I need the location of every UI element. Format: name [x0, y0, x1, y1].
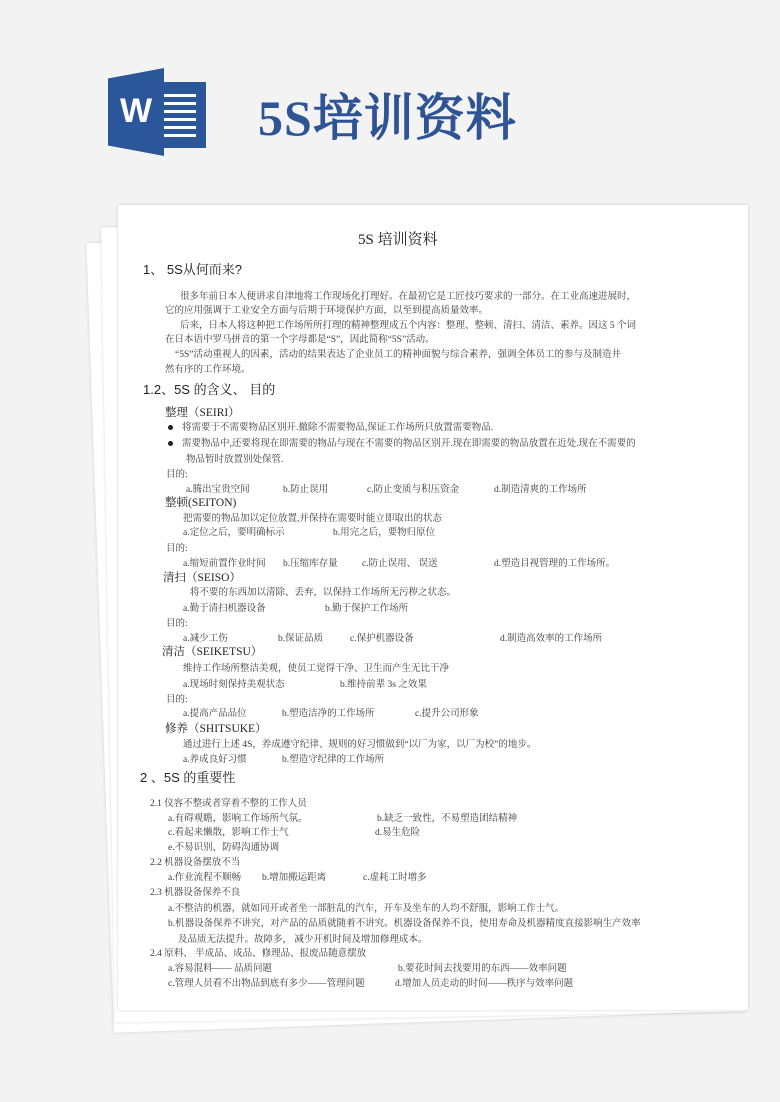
paragraph-line: 然有序的工作环境。 [165, 365, 251, 375]
subheading-shitsuke: 修养（SHITSUKE） [165, 723, 267, 735]
list-item: a.现场时刻保持美观状态 [183, 680, 285, 690]
goal-label: 目的: [166, 470, 188, 480]
goal-item: b.保证品质 [278, 634, 324, 644]
list-item: b.塑造守纪律的工作场所 [282, 755, 385, 765]
list-item: c.看起来懒散，影响工作士气 [168, 828, 289, 838]
list-item: a.养成良好习惯 [183, 755, 247, 765]
goal-item: b.塑造洁净的工作场所 [282, 709, 375, 719]
goal-item: c.提升公司形象 [415, 709, 479, 719]
list-item: b.用完之后，要物归原位 [333, 528, 436, 538]
list-item: d.增加人员走动的时间——秩序与效率问题 [395, 979, 574, 989]
list-item: e.不易识别，防碍沟通协调 [168, 843, 280, 853]
list-item: c.管理人员看不出物品到底有多少——管理问题 [168, 979, 365, 989]
list-item: a.定位之后，要明确标示 [183, 528, 285, 538]
goal-item: c.防止变质与积压资金 [367, 485, 460, 495]
bullet-text: 将需要于不需要物品区别开.撤除不需要物品,保证工作场所只放置需要物品. [182, 423, 494, 433]
goal-item: c.防止误用、 误送 [362, 559, 438, 569]
section-heading: 2 、5S 的重要性 [140, 770, 236, 785]
list-item: a.不整洁的机器，就如同开或者坐一部脏乱的汽车，开车及坐车的人均不舒服，影响工作士气。 [168, 904, 565, 914]
bullet-icon [168, 441, 173, 446]
list-item: b.维持前辈 3s 之效果 [340, 680, 427, 690]
list-item: a.勤于清扫机器设备 [183, 604, 266, 614]
logo-letter: W [119, 92, 153, 130]
list-item: c.虚耗工时增多 [363, 873, 427, 883]
subsection-title: 2.1 仪容不整或者穿着不整的工作人员 [150, 799, 307, 809]
goal-label: 目的: [166, 544, 188, 554]
goal-item: c.保护机器设备 [350, 634, 414, 644]
banner-title: 5S培训资料 [258, 90, 517, 146]
list-item: d.易生危险 [375, 828, 421, 838]
goal-item: a.缩短前置作业时间 [183, 559, 266, 569]
section-heading: 1、 5S从何而来? [143, 262, 242, 277]
document-title: 5S 培训资料 [358, 232, 438, 248]
description: 把需要的物品加以定位放置,并保持在需要时能立即取出的状态 [183, 514, 442, 524]
word-logo-icon [108, 68, 208, 156]
goal-item: d.塑造目视管理的工作场所。 [494, 559, 616, 569]
document-page [118, 205, 748, 1010]
list-item: b.缺乏一致性，不易塑造团结精神 [377, 814, 518, 824]
section-heading: 1.2、5S 的含义、 目的 [143, 382, 276, 397]
goal-label: 目的: [166, 695, 188, 705]
bullet-icon [168, 425, 173, 430]
description: 将不要的东西加以清除、丢弃，以保持工作场所无污秽之状态。 [190, 588, 457, 598]
goal-item: a.提高产品品位 [183, 709, 247, 719]
goal-label: 目的: [166, 619, 188, 629]
subheading-seiton: 整顿(SEITON) [165, 497, 237, 509]
paragraph-line: 它的应用强调于工业安全方面与后期于环境保护方面，以至到提高质量效率。 [165, 306, 489, 316]
goal-item: b.防止误用 [283, 485, 329, 495]
list-item: b.增加搬运距离 [262, 873, 327, 883]
subsection-title: 2.3 机器设备保养不良 [150, 888, 241, 898]
goal-item: a.减少工伤 [183, 634, 228, 644]
description: 通过进行上述 4S，养成遵守纪律、规则的好习惯做到“以厂为家，以厂为校”的地步。 [183, 740, 537, 750]
description: 维持工作场所整洁美观，使员工觉得干净、卫生而产生无比干净 [183, 664, 450, 674]
subheading-seiso: 清扫（SEISO） [163, 572, 241, 584]
list-item: a.有碍观瞻，影响工作场所气氛。 [168, 814, 308, 824]
list-item: b.勤于保护工作场所 [325, 604, 409, 614]
goal-item: b.压缩库存量 [283, 559, 338, 569]
paragraph-line: “5S”活动重视人的因素，活动的结果表达了企业员工的精神面貌与综合素养，强调全体员工的参与及制造井 [175, 350, 621, 360]
goal-item: a.腾出宝贵空间 [186, 485, 250, 495]
list-item: b.要花时间去找要用的东西——效率问题 [398, 964, 567, 974]
paragraph-line: 在日本语中罗马拼音的第一个字母都是“S”，因此简称“5S”活动。 [165, 335, 435, 345]
paragraph-line: 后来，日本人将这种把工作场所所打理的精神整理成五个内容：整理、整顿、清扫、清洁、素养。因这 5 个词 [180, 321, 637, 331]
bullet-text: 需要物品中,还要将现在即需要的物品与现在不需要的物品区别开.现在即需要的物品放置在近处.现在不需要的 [182, 439, 636, 449]
paragraph-line: 很多年前日本人便讲求自津地将工作现场化打理好。在最初它是工匠技巧要求的一部分。在工业高速进展时， [180, 292, 637, 302]
list-item: b.机器设备保养不讲究，对产品的品质就随着不讲究。机器设备保养不良，使用寿命及机器精度直接影响生产效率 [168, 919, 641, 929]
list-item: 及品质无法提升。故障多， 减少开机时间及增加修理成本。 [178, 935, 428, 945]
bullet-text: 物品暂时放置别处保管. [186, 455, 284, 465]
list-item: a.容易混料—— 品质问题 [168, 964, 272, 974]
goal-item: d.制造清爽的工作场所 [494, 485, 587, 495]
subheading-seiketsu: 清洁（SEIKETSU） [162, 646, 263, 658]
subsection-title: 2.2 机器设备摆放不当 [150, 858, 241, 868]
subheading-seiri: 整理（SEIRI） [165, 407, 240, 419]
subsection-title: 2.4 原料、 半成品、成品、修理品、报废品随意摆放 [150, 949, 367, 959]
goal-item: d.制造高效率的工作场所 [500, 634, 603, 644]
list-item: a.作业流程不顺畅 [168, 873, 242, 883]
